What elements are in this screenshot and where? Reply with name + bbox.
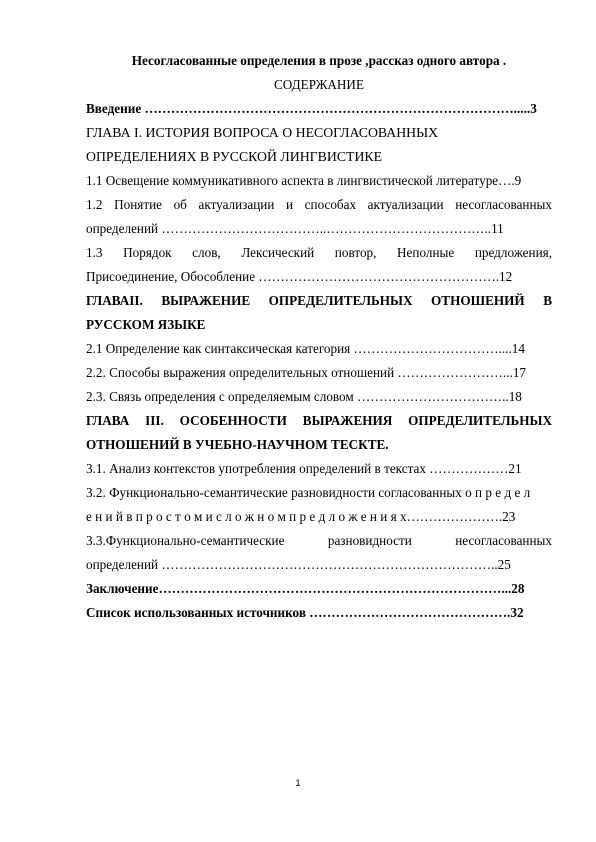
toc-entry-3-2-line-2: е н и й в п р о с т о м и с л о ж н о м п р е д л о ж е н и я х………………….23 [86,509,516,524]
toc-chapter-3-line-1: ГЛАВА III. ОСОБЕННОСТИ ВЫРАЖЕНИЯ ОПРЕДЕЛИТЕЛЬНЫХ [86,413,552,428]
toc-entry-3-3-line-1: 3.3.Функционально-семантические разновидности несогласованных [86,533,552,548]
toc-entry-1-3-line-2: Присоединение, Обособление ……………………………………………….12 [86,269,513,284]
toc-entry-1-2-line-2: определений ………………………………..………………………………..11 [86,221,504,236]
toc-chapter-2-line-2: РУССКОМ ЯЗЫКЕ [86,317,206,332]
toc-entry-3-1: 3.1. Анализ контекстов употребления определений в текстах ………………21 [86,461,522,476]
toc-entry-1-3-line-1: 1.3 Порядок слов, Лексический повтор, Неполные предложения, [86,245,552,260]
toc-entry-3-2-line-1: 3.2. Функционально-семантические разновидности согласованных о п р е д е л [86,485,531,500]
toc-entry-1-1: 1.1 Освещение коммуникативного аспекта в лингвистической литературе….9 [86,173,522,188]
toc-entry-2-2: 2.2. Способы выражения определительных отношений ……………………...17 [86,365,527,380]
toc-chapter-1-line-1: ГЛАВА I. ИСТОРИЯ ВОПРОСА О НЕСОГЛАСОВАННЫХ [86,125,439,140]
toc-heading: СОДЕРЖАНИЕ [273,77,365,92]
toc-entry-sources: Список использованных источников ……………………………………….32 [86,605,524,620]
toc-entry-1-2-line-1: 1.2 Понятие об актуализации и способах актуализации несогласованных [86,197,552,212]
toc-entry-conclusion: Заключение……………………………………………………………………...28 [86,581,525,596]
toc-chapter-3-line-2: ОТНОШЕНИЙ В УЧЕБНО-НАУЧНОМ ТЕСКТЕ. [86,437,389,452]
toc-entry-3-3-line-2: определений …………………………………………………………………..25 [86,557,511,572]
toc-entry-intro: Введение ………………………………………………………………………….....3 [86,101,537,116]
toc-entry-2-1: 2.1 Определение как синтаксическая категория ……………………………....14 [86,341,525,356]
toc-entry-2-3: 2.3. Связь определения с определяемым словом ……………………………..18 [86,389,522,404]
document-page [86,52,552,628]
page-number: 1 [295,778,301,788]
toc-chapter-2-line-1: ГЛАВАII. ВЫРАЖЕНИЕ ОПРЕДЕЛИТЕЛЬНЫХ ОТНОШЕНИЙ В [86,293,552,308]
toc-chapter-1-line-2: ОПРЕДЕЛЕНИЯХ В РУССКОЙ ЛИНГВИСТИКЕ [86,149,383,164]
document-title: Несогласованные определения в прозе ,рассказ одного автора . [131,53,507,68]
